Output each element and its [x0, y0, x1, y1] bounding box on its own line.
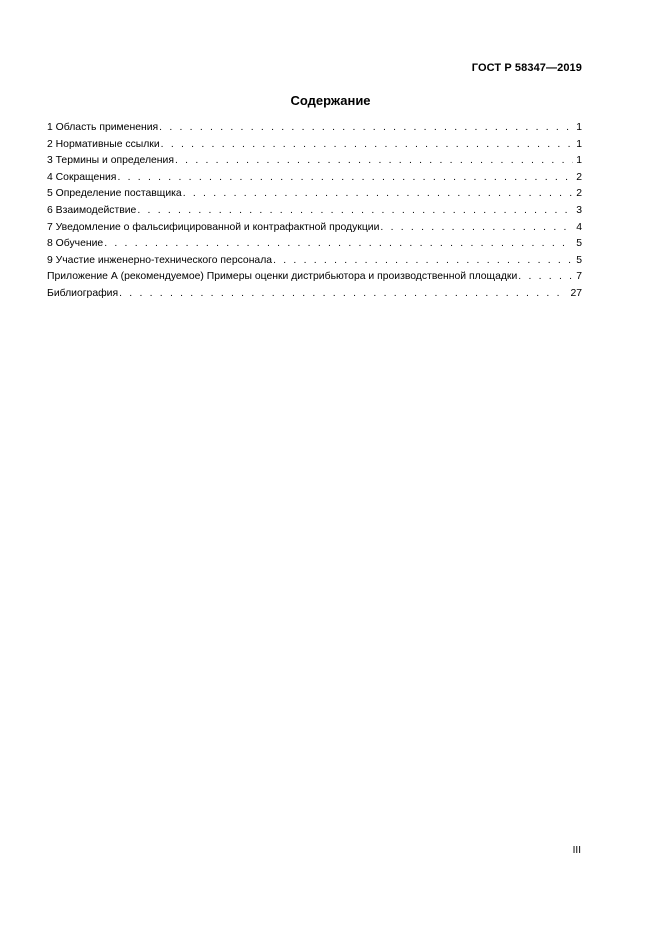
- toc-entry[interactable]: [47, 269, 582, 286]
- toc-entry-label: Приложение А (рекомендуемое) Примеры оценки дистрибьютора и производственной площадки: [47, 271, 518, 283]
- dot-leader: [160, 137, 574, 154]
- dot-leader: [182, 186, 574, 203]
- page-number: III: [572, 845, 581, 856]
- toc-entry-page: 5: [576, 238, 582, 250]
- toc-entry[interactable]: [47, 137, 582, 154]
- toc-entry-label: 2 Нормативные ссылки: [47, 138, 160, 150]
- toc-entry-label: 3 Термины и определения: [47, 155, 174, 167]
- dot-leader: [517, 269, 573, 286]
- dot-leader: [158, 120, 573, 137]
- dot-leader: [103, 236, 573, 253]
- standard-code-header: ГОСТ Р 58347—2019: [471, 62, 582, 74]
- toc-entry-label: 5 Определение поставщика: [47, 188, 182, 200]
- toc-entry-label: 6 Взаимодействие: [47, 204, 137, 216]
- toc-entry-page: 4: [576, 221, 582, 233]
- page-title: Содержание: [290, 93, 371, 108]
- toc-entry-page: 2: [576, 171, 582, 183]
- toc-entry-page: 7: [576, 271, 582, 283]
- toc-entry-page: 3: [576, 204, 582, 216]
- toc-entry[interactable]: [47, 286, 582, 303]
- toc-entry-page: 5: [576, 254, 582, 266]
- toc-entry-page: 27: [570, 287, 582, 299]
- toc-entry-label: Библиография: [47, 287, 119, 299]
- dot-leader: [174, 153, 573, 170]
- dot-leader: [116, 170, 573, 187]
- toc-entry-label: 7 Уведомление о фальсифицированной и контрафактной продукции: [47, 221, 380, 233]
- toc-entry[interactable]: [47, 236, 582, 253]
- dot-leader: [272, 253, 573, 270]
- toc-entry-page: 1: [576, 122, 582, 133]
- toc-entry[interactable]: [47, 186, 582, 203]
- toc-entry-page: 1: [576, 155, 582, 167]
- dot-leader: [379, 220, 573, 237]
- toc-entry[interactable]: [47, 120, 582, 137]
- toc-entry-label: 8 Обучение: [47, 238, 104, 250]
- toc-entry-label: 1 Область применения: [47, 122, 159, 133]
- toc-entry[interactable]: [47, 253, 582, 270]
- toc-entry-page: 1: [576, 138, 582, 150]
- toc-entry[interactable]: [47, 153, 582, 170]
- dot-leader: [136, 203, 573, 220]
- toc-entry[interactable]: [47, 220, 582, 237]
- toc-entry-label: 9 Участие инженерно-технического персонала: [47, 254, 273, 266]
- toc-entry-page: 2: [576, 188, 582, 200]
- toc-entry[interactable]: [47, 203, 582, 220]
- dot-leader: [118, 286, 567, 303]
- toc-entry-label: 4 Сокращения: [47, 171, 117, 183]
- table-of-contents: [47, 120, 582, 303]
- toc-entry[interactable]: [47, 170, 582, 187]
